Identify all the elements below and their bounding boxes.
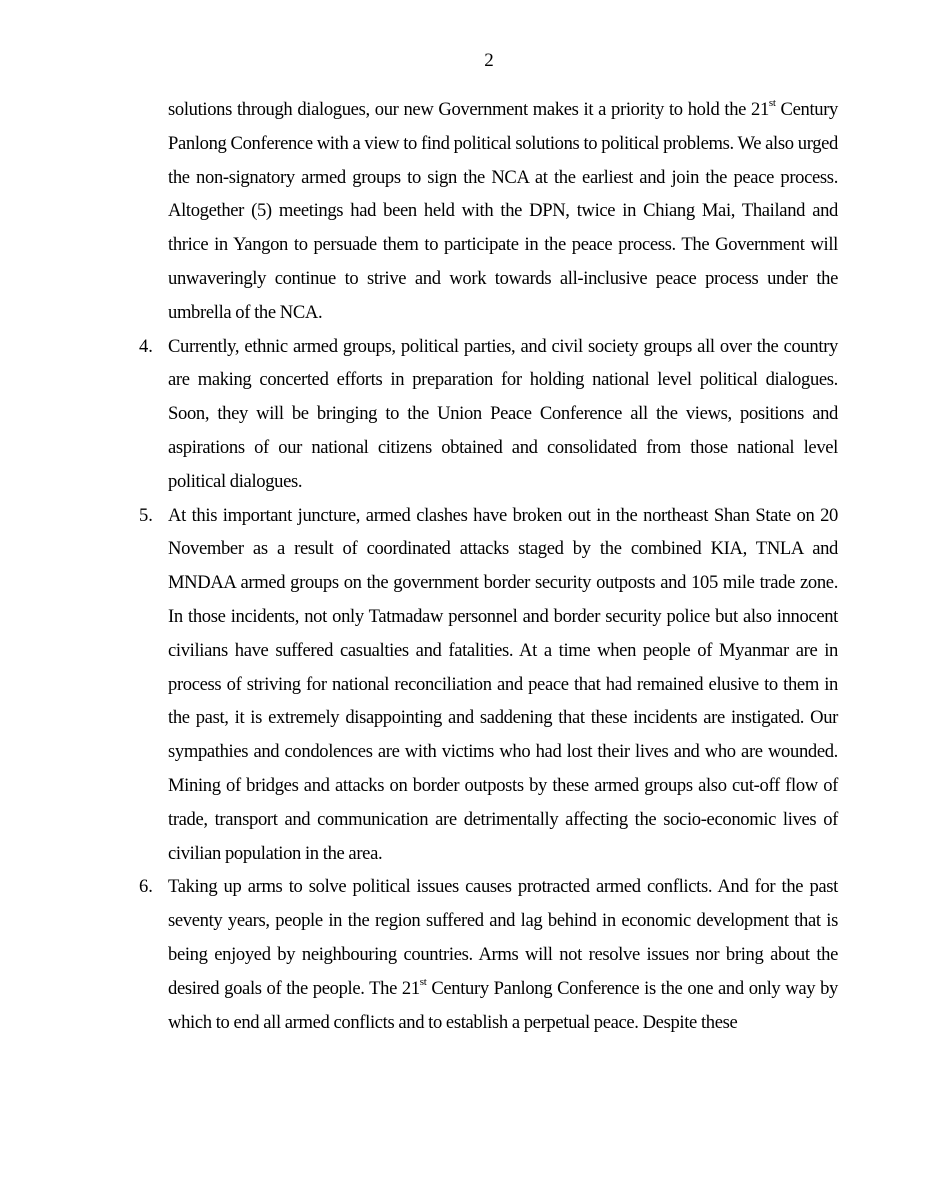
continuation-paragraph (168, 93, 838, 330)
list-item-5 (139, 499, 838, 871)
item-number: 5. (139, 504, 153, 526)
list-item-4 (139, 330, 838, 499)
item-text: At this important juncture, armed clashes have broken out in the northeast Shan State on 20 November as a result of coordinated attacks staged by the combined KIA, TNLA and MNDAA armed groups on the government border security outposts and 105 mile trade zone. In those incidents, not only Tatmadaw personnel and border security police but also innocent civilians have suffered casualties and fatalities. At a time when people of Myanmar are in process of striving for national reconciliation and peace that had remained elusive to them in the past, it is extremely disappointing and saddening that these incidents are instigated. Our sympathies and condolences are with victims who had lost their lives and who are wounded. Mining of bridges and attacks on border outposts by these armed groups also cut-off flow of trade, transport and communication are detrimentally affecting the socio-economic lives of civilian population in the area. (168, 504, 838, 864)
page-number: 2 (484, 50, 494, 71)
item-text-a: Taking up arms to solve political issues causes protracted armed conflicts. And for the past seventy years, people in the region suffered and lag behind in economic development that is being enjoyed by neighbouring countries. Arms will not resolve issues nor bring about the desired goals of the people. The 21 (168, 876, 838, 999)
continuation-text-b: Century Panlong Conference with a view to find political solutions to political problems. We also urged the non-signatory armed groups to sign the NCA at the earliest and join the peace process. Altogether (5) meetings had been held with the DPN, twice in Chiang Mai, Thailand and thrice in Yangon to persuade them to participate in the peace process. The Government will unwaveringly continue to strive and work towards all-inclusive peace process under the umbrella of the NCA. (168, 99, 838, 323)
item-text (168, 870, 838, 1039)
item-text: Currently, ethnic armed groups, political parties, and civil society groups all over the country are making concerted efforts in preparation for holding national level political dialogues. Soon, they will be bringing to the Union Peace Conference all the views, positions and aspirations of our national citizens obtained and consolidated from those national level political dialogues. (168, 335, 838, 492)
item-text-b: Century Panlong Conference is the one and only way by which to end all armed conflicts and to establish a perpetual peace. Despite these (168, 977, 838, 1033)
ordinal-suffix: st (768, 96, 776, 109)
continuation-text-a: solutions through dialogues, our new Government makes it a priority to hold the 21 (168, 99, 769, 120)
list-item-6 (139, 870, 838, 1039)
ordinal-suffix: st (419, 975, 427, 988)
item-number: 6. (139, 876, 153, 898)
document-body (139, 93, 838, 1039)
item-number: 4. (139, 335, 153, 357)
